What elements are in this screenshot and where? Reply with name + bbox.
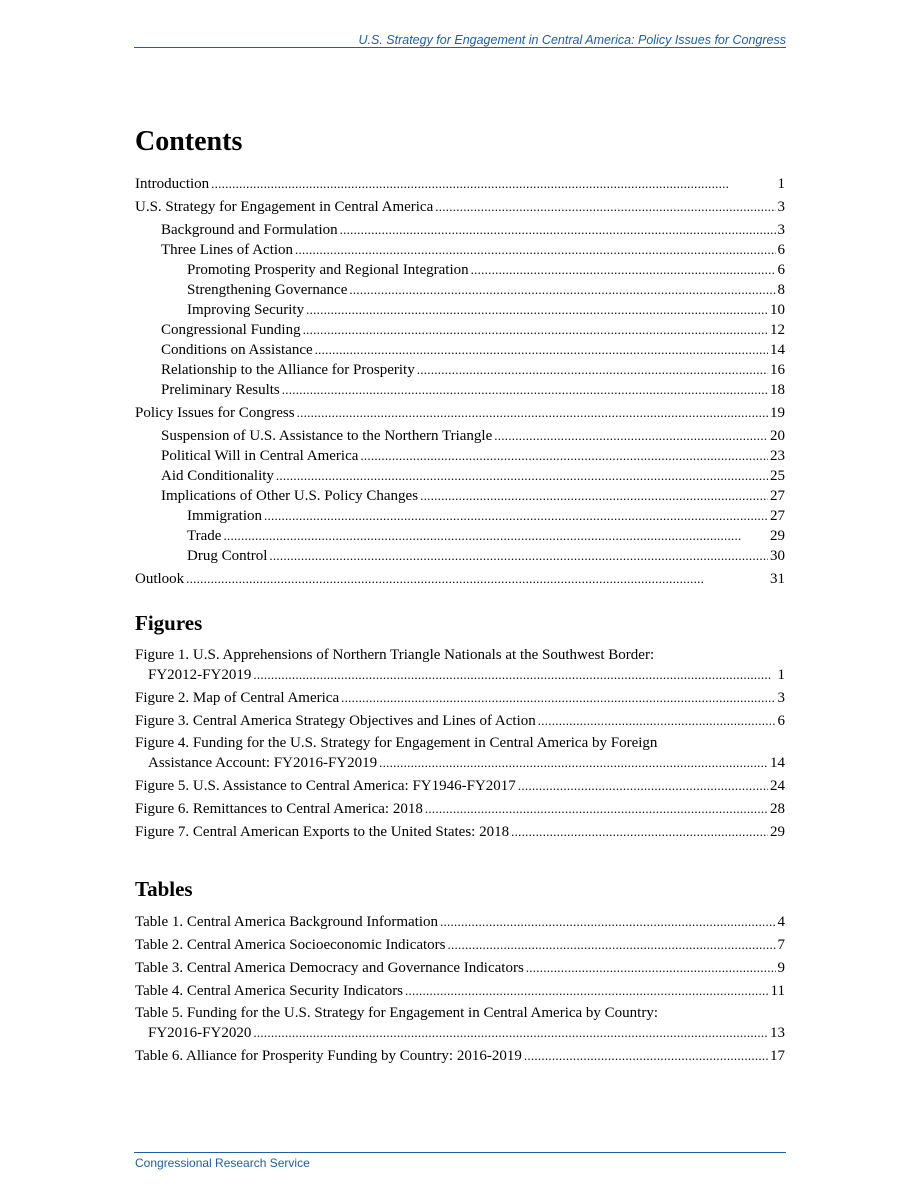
contents-list <box>135 174 785 589</box>
toc-entry-implications[interactable] <box>135 486 785 506</box>
entry-page-number: 29 <box>770 824 785 840</box>
entry-title: Congressional Funding <box>161 322 301 338</box>
leader-dots <box>269 546 768 565</box>
leader-dots <box>253 665 775 684</box>
table-entry-1[interactable] <box>135 912 785 932</box>
leader-dots <box>511 822 768 841</box>
toc-entry-conditions[interactable] <box>135 340 785 360</box>
entry-page-number: 1 <box>777 667 785 683</box>
entry-page-number: 19 <box>770 405 785 421</box>
entry-title: U.S. Strategy for Engagement in Central America <box>135 199 434 215</box>
entry-title: Figure 3. Central America Strategy Objectives and Lines of Action <box>135 713 536 729</box>
toc-entry-background[interactable] <box>135 220 785 240</box>
entry-title: Figure 6. Remittances to Central America: 2018 <box>135 801 423 817</box>
leader-dots <box>440 912 775 931</box>
leader-dots <box>264 506 768 525</box>
leader-dots <box>471 260 776 279</box>
entry-page-number: 31 <box>770 571 785 587</box>
figure-entry-4[interactable]: Figure 4. Funding for the U.S. Strategy for Engagement in Central America by Foreign Assistance Account: FY2016-FY2019 . . . 14 <box>135 734 785 773</box>
leader-dots <box>282 380 768 399</box>
toc-entry-aid-conditionality[interactable] <box>135 466 785 486</box>
leader-dots <box>295 240 775 259</box>
entry-page-number: 29 <box>770 528 785 544</box>
leader-dots <box>518 776 768 795</box>
entry-page-number: 27 <box>770 508 785 524</box>
leader-dots <box>524 1046 768 1065</box>
leader-dots <box>425 799 768 818</box>
leader-dots <box>360 446 768 465</box>
entry-page-number: 14 <box>770 755 785 771</box>
leader-dots <box>211 174 775 193</box>
entry-page-number: 3 <box>777 222 785 238</box>
entry-page-number: 6 <box>777 242 785 258</box>
toc-entry-congressional-funding[interactable] <box>135 320 785 340</box>
leader-dots <box>435 197 775 216</box>
contents-heading: Contents <box>135 126 243 157</box>
entry-page-number: 16 <box>770 362 785 378</box>
entry-page-number: 20 <box>770 428 785 444</box>
leader-dots <box>186 569 768 588</box>
figure-entry-1[interactable]: Figure 1. U.S. Apprehensions of Northern Triangle Nationals at the Southwest Border: FY2012-FY2019 . . . 1 <box>135 646 785 685</box>
figure-entry-3[interactable] <box>135 711 785 731</box>
toc-entry-outlook[interactable] <box>135 569 785 589</box>
leader-dots <box>276 466 768 485</box>
entry-page-number: 12 <box>770 322 785 338</box>
entry-page-number: 27 <box>770 488 785 504</box>
toc-entry-trade[interactable] <box>135 526 785 546</box>
leader-dots <box>340 220 776 239</box>
entry-title: Introduction <box>135 176 210 192</box>
leader-dots <box>526 958 776 977</box>
figure-entry-7[interactable] <box>135 822 785 842</box>
entry-title: Conditions on Assistance <box>161 342 313 358</box>
toc-entry-security[interactable] <box>135 300 785 320</box>
entry-title: Improving Security <box>187 302 305 318</box>
entry-page-number: 6 <box>777 713 785 729</box>
toc-entry-prosperity[interactable] <box>135 260 785 280</box>
entry-title: Three Lines of Action <box>161 242 294 258</box>
entry-page-number: 9 <box>777 960 785 976</box>
entry-title: Preliminary Results <box>161 382 280 398</box>
leader-dots <box>538 711 776 730</box>
entry-title: Drug Control <box>187 548 268 564</box>
leader-dots <box>315 340 768 359</box>
leader-dots <box>379 753 768 772</box>
entry-title: Table 3. Central America Democracy and Governance Indicators <box>135 960 524 976</box>
entry-page-number: 13 <box>770 1025 785 1041</box>
leader-dots <box>420 486 768 505</box>
figure-entry-6[interactable] <box>135 799 785 819</box>
entry-title: Figure 2. Map of Central America <box>135 690 340 706</box>
page-footer <box>134 1152 786 1170</box>
entry-title: Table 1. Central America Background Information <box>135 914 439 930</box>
leader-dots <box>341 688 775 707</box>
entry-title: Trade <box>187 528 222 544</box>
running-title: U.S. Strategy for Engagement in Central America: Policy Issues for Congress <box>358 33 786 47</box>
entry-title: Relationship to the Alliance for Prosperity <box>161 362 415 378</box>
toc-entry-alliance[interactable] <box>135 360 785 380</box>
entry-page-number: 17 <box>770 1048 785 1064</box>
entry-page-number: 28 <box>770 801 785 817</box>
entry-page-number: 30 <box>770 548 785 564</box>
table-entry-5[interactable]: Table 5. Funding for the U.S. Strategy for Engagement in Central America by Country: FY2016-FY2020 . . . 13 <box>135 1004 785 1043</box>
entry-title: Policy Issues for Congress <box>135 405 295 421</box>
entry-page-number: 24 <box>770 778 785 794</box>
entry-title: Assistance Account: FY2016-FY2019 <box>148 755 378 771</box>
entry-title: Figure 7. Central American Exports to the United States: 2018 <box>135 824 510 840</box>
entry-page-number: 7 <box>777 937 785 953</box>
entry-page-number: 14 <box>770 342 785 358</box>
entry-title: FY2016-FY2020 <box>148 1025 252 1041</box>
entry-title: Aid Conditionality <box>161 468 274 484</box>
tables-heading: Tables <box>135 877 193 901</box>
toc-entry-governance[interactable] <box>135 280 785 300</box>
entry-page-number: 3 <box>777 690 785 706</box>
leader-dots <box>405 981 769 1000</box>
leader-dots <box>417 360 768 379</box>
entry-title: Promoting Prosperity and Regional Integration <box>187 262 469 278</box>
table-entry-3[interactable] <box>135 958 785 978</box>
toc-entry-drug-control[interactable] <box>135 546 785 566</box>
toc-entry-policy-issues[interactable] <box>135 403 785 423</box>
table-entry-2[interactable] <box>135 935 785 955</box>
entry-title: Table 2. Central America Socioeconomic Indicators <box>135 937 446 953</box>
entry-title: Political Will in Central America <box>161 448 359 464</box>
entry-page-number: 23 <box>770 448 785 464</box>
entry-title: FY2012-FY2019 <box>148 667 252 683</box>
entry-page-number: 6 <box>777 262 785 278</box>
toc-entry-political-will[interactable] <box>135 446 785 466</box>
leader-dots <box>448 935 776 954</box>
entry-title: Figure 5. U.S. Assistance to Central America: FY1946-FY2017 <box>135 778 516 794</box>
tables-list <box>135 912 785 1066</box>
figure-entry-5[interactable] <box>135 776 785 796</box>
table-entry-6[interactable] <box>135 1046 785 1066</box>
figures-heading: Figures <box>135 611 203 635</box>
leader-dots <box>306 300 768 319</box>
leader-dots <box>297 403 768 422</box>
toc-entry-suspension[interactable] <box>135 426 785 446</box>
entry-page-number: 3 <box>777 199 785 215</box>
running-header <box>134 33 786 48</box>
entry-page-number: 8 <box>777 282 785 298</box>
figures-list <box>135 646 785 842</box>
figure-entry-2[interactable] <box>135 688 785 708</box>
entry-page-number: 18 <box>770 382 785 398</box>
entry-title: Outlook <box>135 571 185 587</box>
entry-page-number: 11 <box>770 983 785 999</box>
leader-dots <box>349 280 775 299</box>
leader-dots <box>223 526 768 545</box>
entry-page-number: 10 <box>770 302 785 318</box>
toc-entry-preliminary-results[interactable] <box>135 380 785 400</box>
footer-source: Congressional Research Service <box>135 1156 310 1170</box>
entry-title: Table 4. Central America Security Indicators <box>135 983 404 999</box>
entry-title: Immigration <box>187 508 262 524</box>
toc-entry-us-strategy[interactable] <box>135 197 785 217</box>
toc-entry-introduction[interactable] <box>135 174 785 194</box>
leader-dots <box>253 1023 768 1042</box>
entry-title: Implications of Other U.S. Policy Changes <box>161 488 419 504</box>
entry-title: Suspension of U.S. Assistance to the Northern Triangle <box>161 428 493 444</box>
leader-dots <box>494 426 768 445</box>
entry-page-number: 4 <box>777 914 785 930</box>
entry-title: Background and Formulation <box>161 222 338 238</box>
entry-page-number: 1 <box>777 176 785 192</box>
entry-title: Table 6. Alliance for Prosperity Funding by Country: 2016-2019 <box>135 1048 522 1064</box>
toc-entry-three-lines[interactable] <box>135 240 785 260</box>
leader-dots <box>303 320 768 339</box>
toc-entry-immigration[interactable] <box>135 506 785 526</box>
table-entry-4[interactable] <box>135 981 785 1001</box>
entry-page-number: 25 <box>770 468 785 484</box>
entry-title: Strengthening Governance <box>187 282 348 298</box>
